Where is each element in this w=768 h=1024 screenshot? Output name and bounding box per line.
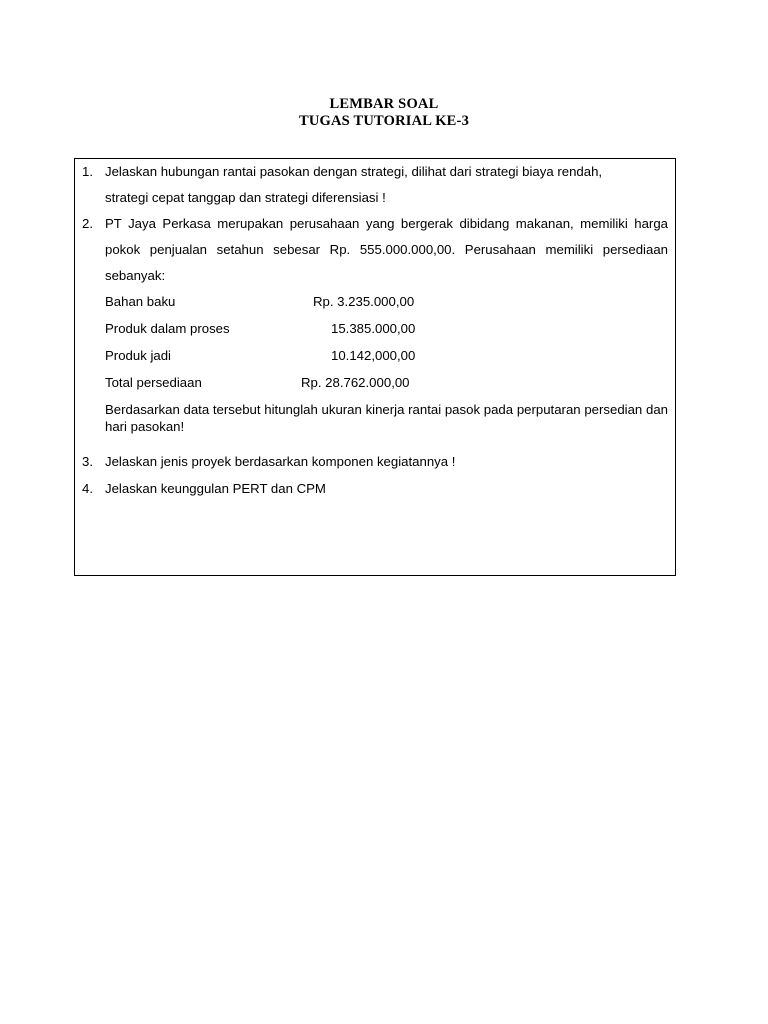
inventory-label: Produk jadi — [105, 348, 171, 363]
inventory-value: 10.142,000,00 — [331, 348, 416, 363]
question-text — [105, 159, 668, 211]
question-number: 3. — [82, 454, 93, 469]
inventory-row — [105, 370, 668, 397]
question-closing: Berdasarkan data tersebut hitunglah ukuran kinerja rantai pasok pada perputaran persedian dan hari pasokan! — [105, 402, 668, 434]
question-line: strategi cepat tanggap dan strategi diferensiasi ! — [105, 190, 386, 205]
inventory-label: Total persediaan — [105, 375, 202, 390]
question-line: Jelaskan jenis proyek berdasarkan komponen kegiatannya ! — [105, 454, 456, 469]
question-box — [74, 158, 676, 576]
document-header — [0, 96, 768, 130]
document-subtitle: TUGAS TUTORIAL KE-3 — [298, 113, 470, 129]
question-line: Jelaskan keunggulan PERT dan CPM — [105, 481, 326, 496]
question-text — [105, 211, 668, 435]
inventory-table — [105, 289, 668, 397]
question-number: 1. — [82, 164, 93, 179]
question-text — [105, 476, 668, 502]
inventory-label: Bahan baku — [105, 294, 176, 309]
inventory-value: Rp. 3.235.000,00 — [313, 294, 415, 309]
inventory-row — [105, 316, 668, 343]
question-line: sebanyak: — [105, 268, 166, 283]
question-number: 2. — [82, 216, 93, 231]
inventory-label: Produk dalam proses — [105, 321, 230, 336]
question-line: pokok penjualan setahun sebesar Rp. 555.000.000,00. Perusahaan memiliki persediaan — [105, 242, 668, 257]
inventory-row — [105, 343, 668, 370]
question-line: PT Jaya Perkasa merupakan perusahaan yang bergerak dibidang makanan, memiliki harga — [105, 216, 668, 231]
inventory-value: Rp. 28.762.000,00 — [301, 375, 410, 390]
inventory-value: 15.385.000,00 — [331, 321, 416, 336]
document-title: LEMBAR SOAL — [329, 96, 439, 112]
question-line: Jelaskan hubungan rantai pasokan dengan strategi, dilihat dari strategi biaya rendah, — [105, 164, 603, 179]
inventory-row — [105, 289, 668, 316]
question-number: 4. — [82, 481, 93, 496]
question-text — [105, 449, 668, 475]
